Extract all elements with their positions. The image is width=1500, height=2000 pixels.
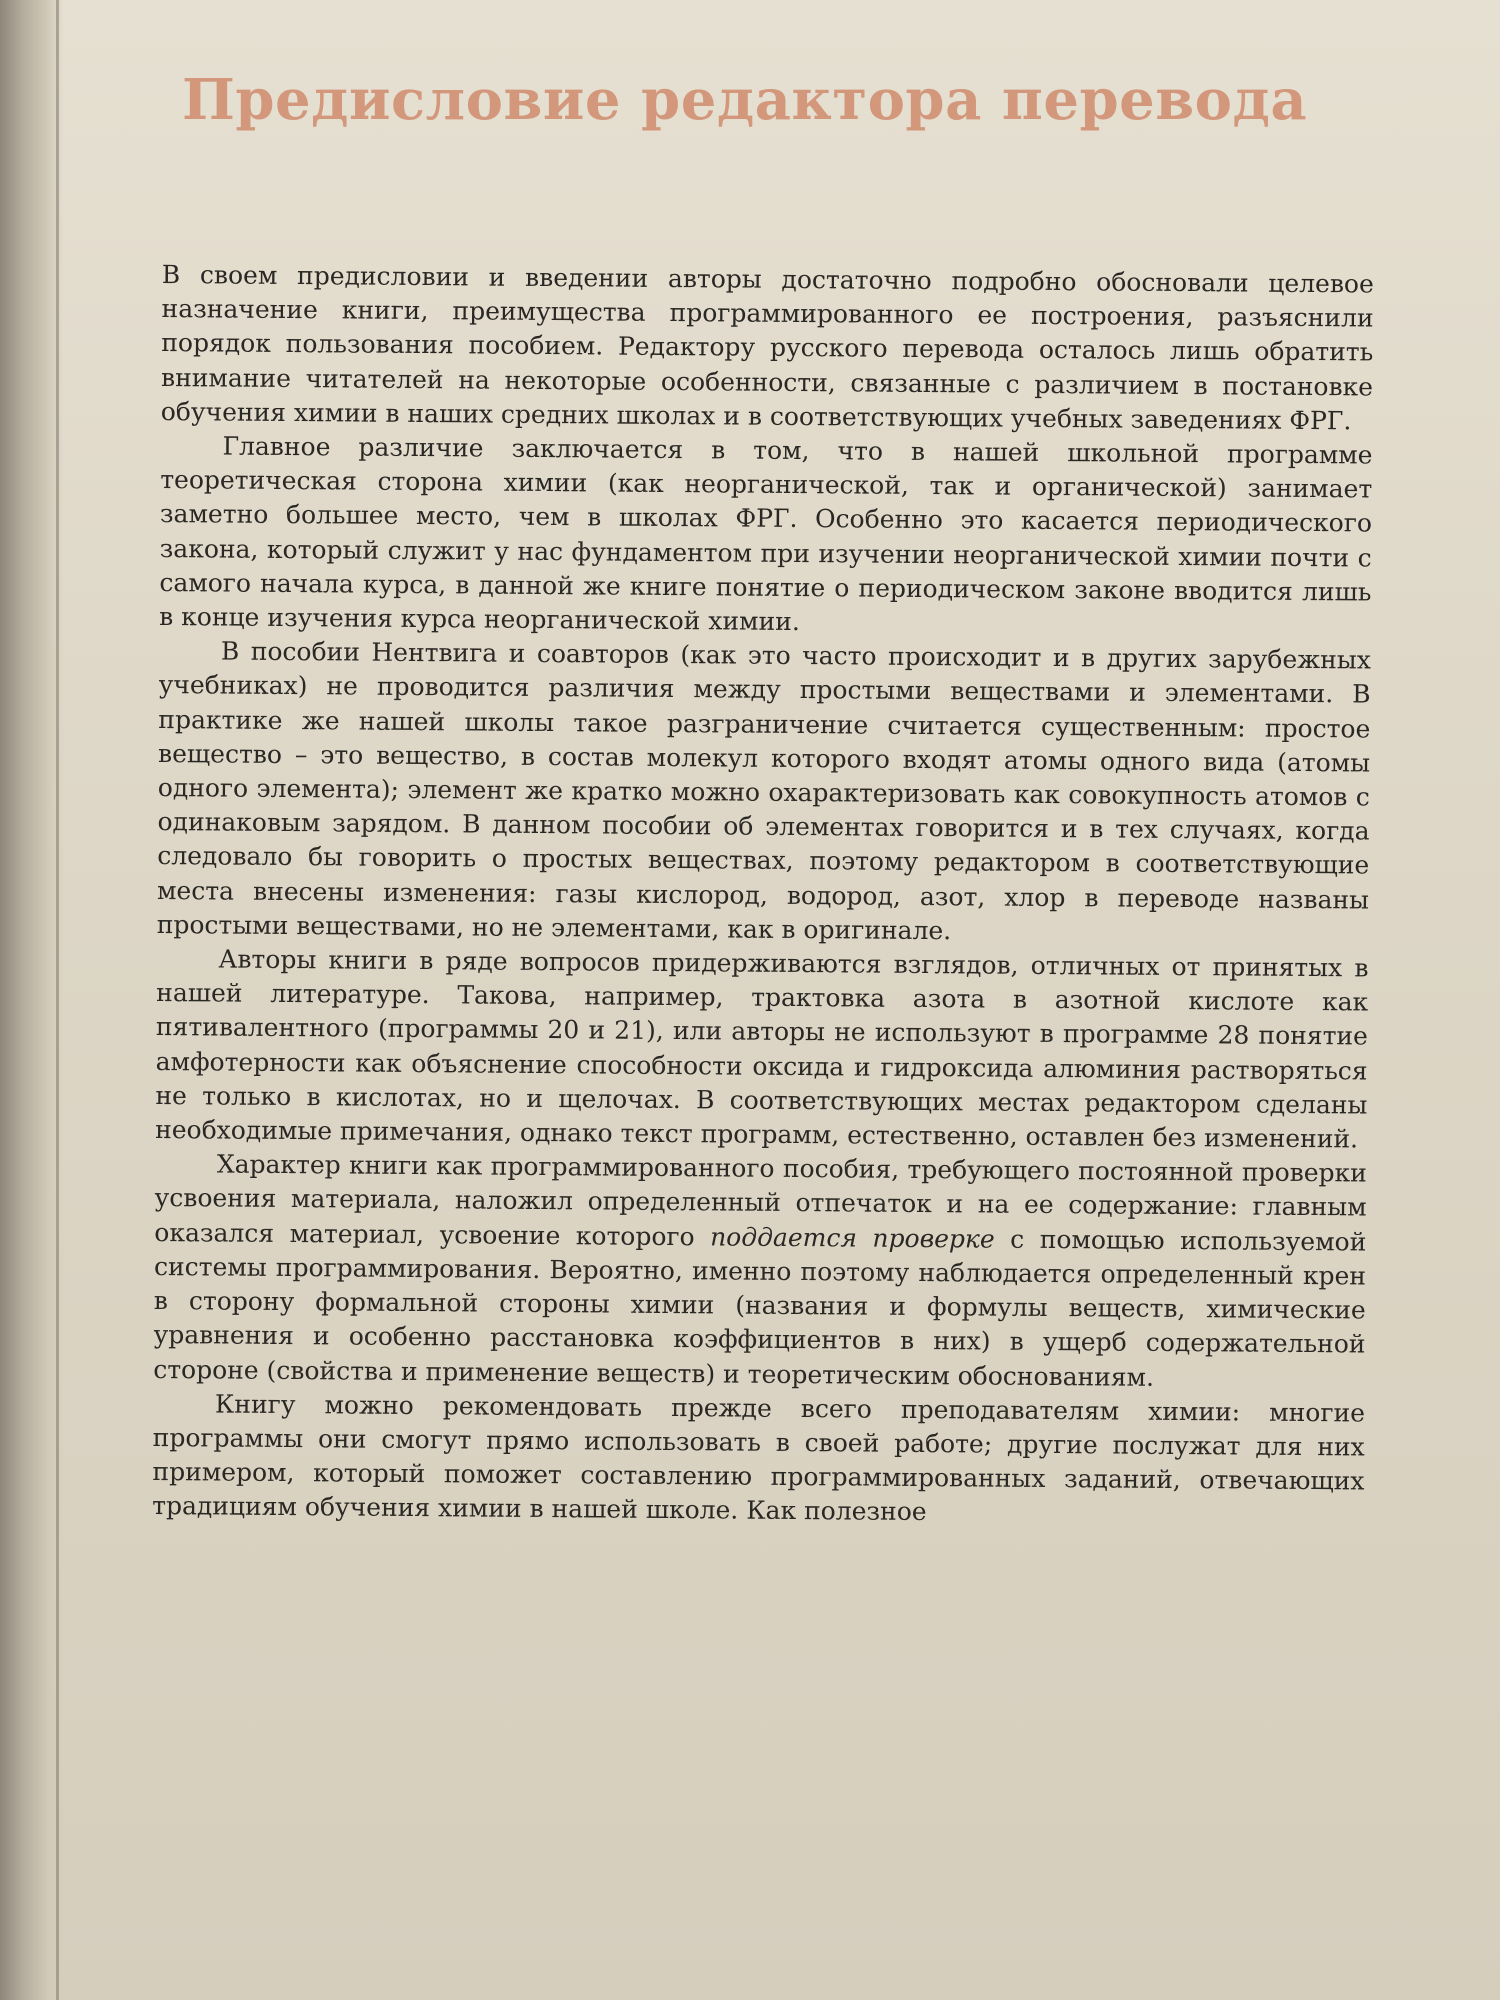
page-fold-line (56, 0, 59, 2000)
paragraph-6: Книгу можно рекомендовать прежде всего преподавателям химии: многие программы они смогут прямо использовать в своей работе; другие послужат для них примером, который поможет составлению программированных заданий, отвечающих традициям обучения химии в нашей школе. Как полезное (152, 1389, 1366, 1527)
paragraph-5-end: с помощью используемой системы программирования. Вероятно, именно поэтому наблюдается определенный крен в сторону формальной стороны химии (названия и формулы веществ, химические уравнения и особенно расстановка коэффициентов в них) в ущерб содержательной стороне (свойства и применение веществ) и теоретическим обоснованиям. (153, 1224, 1367, 1392)
book-gutter (0, 0, 64, 2000)
chapter-title: Предисловие редактора перевода (182, 67, 1308, 133)
paragraph-2: Главное различие заключается в том, что в нашей школьной программе теоретическая сторона химии (как неорганической, так и органической) занимает заметно большее место, чем в школах ФРГ. Особенно это касается периодического закона, который служит у нас фундаментом при изучении неорганической химии почти с самого начала курса, в данной же книге понятие о периодическом законе вводится лишь в конце изучения курса неорганической химии. (159, 431, 1373, 637)
paragraph-4: Авторы книги в ряде вопросов придерживаются взглядов, отличных от принятых в нашей литературе. Такова, например, трактовка азота в азотной кислоте как пятивалентного (программы 20 и 21), или авторы не используют в программе 28 понятие амфотерности как объяснение способности оксида и гидроксида алюминия растворяться не только в кислотах, но и щелочах. В соответствующих местах редактором сделаны необходимые примечания, однако текст программ, естественно, оставлен без изменений. (155, 944, 1369, 1154)
body-text (152, 258, 1374, 1533)
paragraph-1: В своем предисловии и введении авторы достаточно подробно обосновали целевое назначение книги, преимущества программированного ее построения, разъяснили порядок пользования пособием. Редактору русского перевода осталось лишь обратить внимание читателей на некоторые особенности, связанные с различием в постановке обучения химии в наших средних школах и в соответствующих учебных заведениях ФРГ. (160, 259, 1374, 436)
paragraph-5-emphasis: поддается проверке (710, 1222, 995, 1254)
paragraph-3: В пособии Нентвига и соавторов (как это часто происходит и в других зарубежных учебниках) не проводится различия между простыми веществами и элементами. В практике же нашей школы такое разграничение считается существенным: простое вещество – это вещество, в состав молекул которого входят атомы одного вида (атомы одного элемента); элемент же кратко можно охарактеризовать как совокупность атомов с одинаковым зарядом. В данном пособии об элементах говорится и в тех случаях, когда следовало бы говорить о простых веществах, поэтому редактором в соответствующие места внесены изменения: газы кислород, водород, азот, хлор в переводе названы простыми веществами, но не элементами, как в оригинале. (156, 636, 1371, 946)
paragraph-5 (153, 1147, 1367, 1396)
paragraph-5-start: Характер книги как программированного пособия, требующего постоянной проверки усвоения материала, наложил определенный отпечаток и на ее содержание: главным оказался материал, усвоение которого (154, 1149, 1367, 1252)
